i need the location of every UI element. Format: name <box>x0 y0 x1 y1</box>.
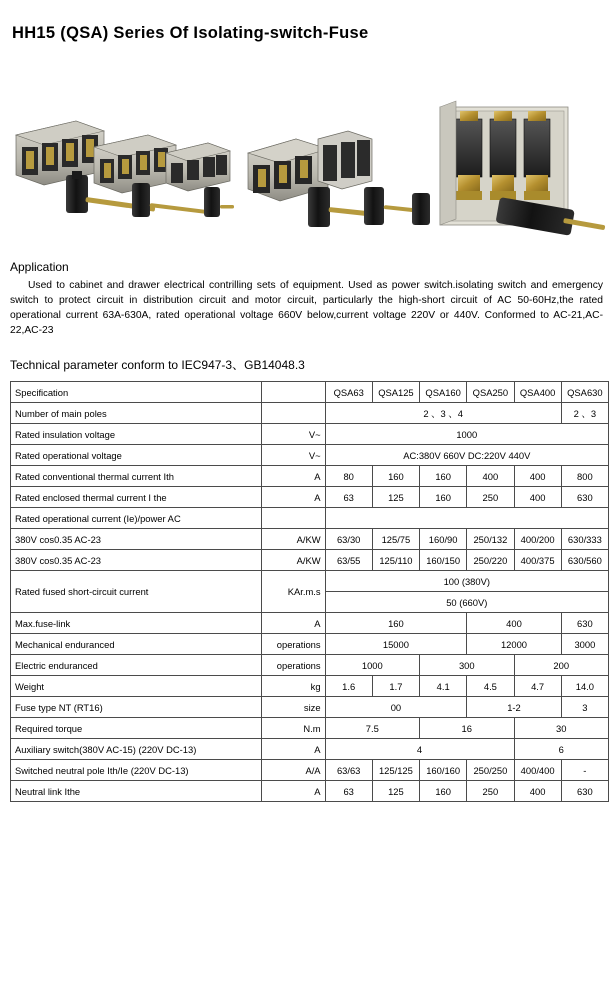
table-row <box>11 634 609 655</box>
row-unit: A/KW <box>262 550 325 571</box>
page-title: HH15 (QSA) Series Of Isolating-switch-Fuse <box>12 24 369 42</box>
row-value: - <box>561 760 608 781</box>
table-row <box>11 403 609 424</box>
row-value: 63/63 <box>325 760 372 781</box>
product-photo <box>8 75 607 250</box>
row-value: 2 、3 、4 <box>325 403 561 424</box>
row-value: 1000 <box>325 655 419 676</box>
application-paragraph <box>10 278 603 338</box>
row-value: 250/250 <box>467 760 514 781</box>
table-row <box>11 466 609 487</box>
row-value: 400/400 <box>514 760 561 781</box>
row-value: 125 <box>372 487 419 508</box>
row-value: 1.6 <box>325 676 372 697</box>
row-value: 630/333 <box>561 529 608 550</box>
row-value: 63 <box>325 487 372 508</box>
row-value: 6 <box>514 739 609 760</box>
row-value: 7.5 <box>325 718 419 739</box>
header-model-qsa63: QSA63 <box>325 382 372 403</box>
row-value: 63/30 <box>325 529 372 550</box>
row-value: 160 <box>420 781 467 802</box>
row-value: 80 <box>325 466 372 487</box>
row-value: 4 <box>325 739 514 760</box>
row-value: 160 <box>372 466 419 487</box>
row-label: Switched neutral pole Ith/Ie (220V DC-13) <box>11 760 262 781</box>
table-row <box>11 487 609 508</box>
application-heading: Application <box>10 260 69 274</box>
row-value: 3000 <box>561 634 608 655</box>
row-unit: N.m <box>262 718 325 739</box>
row-value: 250 <box>467 781 514 802</box>
row-value: 630/560 <box>561 550 608 571</box>
row-value: 100 (380V) <box>325 571 608 592</box>
row-value: 1000 <box>325 424 608 445</box>
row-value: 125/110 <box>372 550 419 571</box>
row-label: Rated enclosed thermal current I the <box>11 487 262 508</box>
row-value: 4.5 <box>467 676 514 697</box>
table-row <box>11 676 609 697</box>
row-value: 300 <box>420 655 514 676</box>
header-model-qsa630: QSA630 <box>561 382 608 403</box>
row-value: 3 <box>561 697 608 718</box>
header-model-qsa400: QSA400 <box>514 382 561 403</box>
row-label: Rated operational current (Ie)/power AC <box>11 508 262 529</box>
row-value: 63/55 <box>325 550 372 571</box>
row-unit: kg <box>262 676 325 697</box>
row-value: 800 <box>561 466 608 487</box>
row-unit: KAr.m.s <box>262 571 325 613</box>
row-value: 250/220 <box>467 550 514 571</box>
row-value: 125/125 <box>372 760 419 781</box>
row-value: 200 <box>514 655 609 676</box>
row-unit: A/A <box>262 760 325 781</box>
row-label: Required torque <box>11 718 262 739</box>
row-unit: A <box>262 613 325 634</box>
row-label: Rated insulation voltage <box>11 424 262 445</box>
row-value: 125 <box>372 781 419 802</box>
table-row <box>11 613 609 634</box>
row-value: 1.7 <box>372 676 419 697</box>
table-row <box>11 781 609 802</box>
technical-parameter-heading: Technical parameter conform to IEC947-3、GB14048.3 <box>10 358 305 372</box>
row-value: 400 <box>467 466 514 487</box>
row-value: 50 (660V) <box>325 592 608 613</box>
row-label: 380V cos0.35 AC-23 <box>11 529 262 550</box>
row-unit <box>262 508 325 529</box>
application-paragraph-text: Used to cabinet and drawer electrical contrilling sets of equipment. Used as power switch.isolating switch and emergency switch to protect circuit in distribution circuit and motor circuit, particularly the high-short circuit of AC 50-60Hz,the rated operational current 63A-630A, rated operational voltage 660V below,current voltage 220V or 440V. Conformed to AC-21,AC-22,AC-23 <box>10 280 603 336</box>
row-label: Fuse type NT (RT16) <box>11 697 262 718</box>
row-label: Auxiliary switch(380V AC-15) (220V DC-13) <box>11 739 262 760</box>
row-value: 16 <box>420 718 514 739</box>
row-value: 160 <box>420 487 467 508</box>
row-value: 250/132 <box>467 529 514 550</box>
row-unit: V~ <box>262 445 325 466</box>
row-value: 63 <box>325 781 372 802</box>
row-value: 14.0 <box>561 676 608 697</box>
row-value: 4.1 <box>420 676 467 697</box>
row-value: 630 <box>561 781 608 802</box>
table-row <box>11 445 609 466</box>
row-value: 630 <box>561 487 608 508</box>
row-value: 400 <box>467 613 561 634</box>
row-value: 400 <box>514 466 561 487</box>
table-row <box>11 739 609 760</box>
row-label: Weight <box>11 676 262 697</box>
table-row <box>11 718 609 739</box>
specification-table <box>10 381 609 802</box>
row-value: 30 <box>514 718 609 739</box>
row-value: 1-2 <box>467 697 561 718</box>
row-value: 4.7 <box>514 676 561 697</box>
row-value: 00 <box>325 697 467 718</box>
row-value: 125/75 <box>372 529 419 550</box>
row-unit: operations <box>262 634 325 655</box>
row-value: 160/150 <box>420 550 467 571</box>
header-specification: Specification <box>11 382 262 403</box>
specification-table-body <box>11 382 609 802</box>
row-label: Rated operational voltage <box>11 445 262 466</box>
row-value: 400 <box>514 781 561 802</box>
header-unit <box>262 382 325 403</box>
row-label: Mechanical enduranced <box>11 634 262 655</box>
row-value: 400/375 <box>514 550 561 571</box>
row-value: 630 <box>561 613 608 634</box>
table-row <box>11 655 609 676</box>
table-row <box>11 571 609 592</box>
row-label: 380V cos0.35 AC-23 <box>11 550 262 571</box>
row-label: Max.fuse-link <box>11 613 262 634</box>
row-unit: size <box>262 697 325 718</box>
table-row <box>11 424 609 445</box>
row-label: Rated fused short-circuit current <box>11 571 262 613</box>
table-row <box>11 550 609 571</box>
table-header-row <box>11 382 609 403</box>
header-model-qsa125: QSA125 <box>372 382 419 403</box>
row-value: 2 、3 <box>561 403 608 424</box>
row-value: 12000 <box>467 634 561 655</box>
row-value: 160/90 <box>420 529 467 550</box>
row-unit: A <box>262 739 325 760</box>
table-row <box>11 760 609 781</box>
row-unit <box>262 403 325 424</box>
table-row <box>11 508 609 529</box>
row-value: 160/160 <box>420 760 467 781</box>
row-value: 160 <box>325 613 467 634</box>
table-row <box>11 529 609 550</box>
row-value: AC:380V 660V DC:220V 440V <box>325 445 608 466</box>
header-model-qsa160: QSA160 <box>420 382 467 403</box>
header-model-qsa250: QSA250 <box>467 382 514 403</box>
row-value: 400 <box>514 487 561 508</box>
row-unit: A <box>262 466 325 487</box>
row-unit: V~ <box>262 424 325 445</box>
row-label: Rated conventional thermal current Ith <box>11 466 262 487</box>
row-value: 400/200 <box>514 529 561 550</box>
row-label: Number of main poles <box>11 403 262 424</box>
row-unit: A/KW <box>262 529 325 550</box>
row-unit: A <box>262 487 325 508</box>
table-row <box>11 697 609 718</box>
row-unit: A <box>262 781 325 802</box>
row-unit: operations <box>262 655 325 676</box>
row-value: 160 <box>420 466 467 487</box>
row-value: 250 <box>467 487 514 508</box>
row-value <box>325 508 608 529</box>
row-label: Neutral link Ithe <box>11 781 262 802</box>
row-label: Electric enduranced <box>11 655 262 676</box>
row-value: 15000 <box>325 634 467 655</box>
